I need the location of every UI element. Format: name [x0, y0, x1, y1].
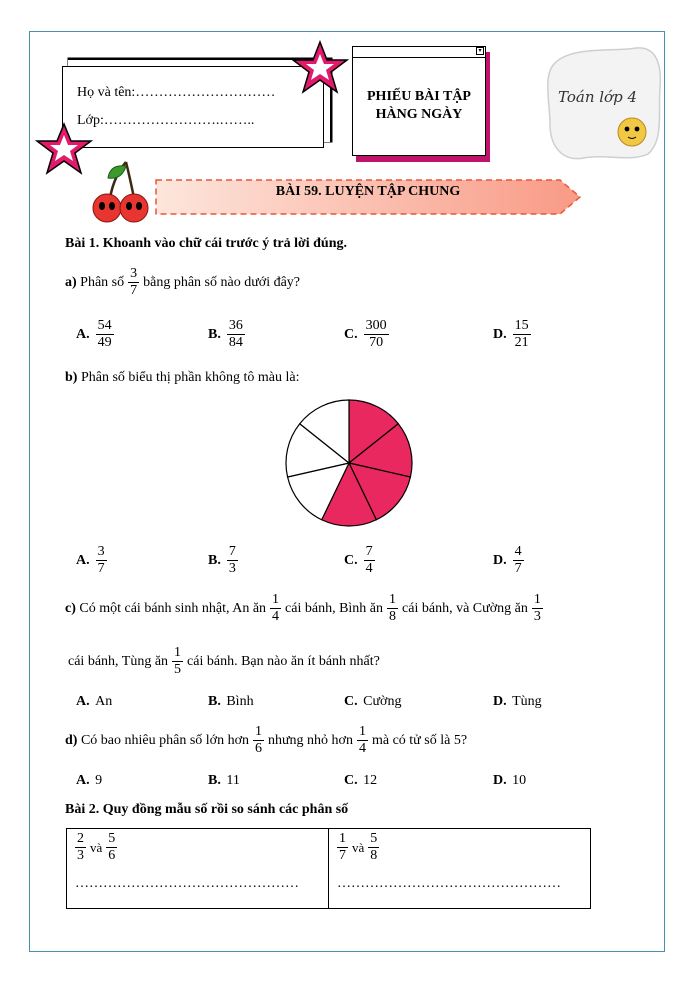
bai1-title: Bài 1. Khoanh vào chữ cái trước ý trả lời đúng. — [65, 236, 347, 251]
question-c-line1 — [65, 592, 547, 625]
fraction — [96, 318, 114, 351]
fraction-den: 49 — [97, 335, 112, 350]
fraction-den: 21 — [514, 335, 529, 350]
option-text: Tùng — [512, 694, 542, 709]
question-d-text: Có bao nhiêu phân số lớn hơn — [80, 732, 249, 748]
fraction-num: 1 — [254, 724, 262, 739]
fraction — [106, 831, 117, 864]
fraction-den: 5 — [174, 662, 182, 677]
star-icon-top — [290, 40, 350, 96]
fraction-num: 300 — [365, 318, 387, 333]
question-c-text: cái bánh, Tùng ăn — [68, 653, 169, 669]
fraction-den: 7 — [97, 561, 105, 576]
option-label: D. — [493, 326, 507, 342]
fraction-num: 7 — [228, 544, 236, 559]
option-text: Cường — [363, 694, 402, 709]
option-c-D[interactable] — [493, 694, 542, 710]
option-b-B[interactable] — [208, 544, 242, 577]
question-b — [65, 370, 299, 386]
fraction — [387, 592, 398, 625]
option-text: 12 — [363, 773, 378, 788]
option-c-C[interactable] — [344, 694, 401, 710]
option-label: C. — [344, 773, 358, 788]
fraction-den: 3 — [533, 609, 541, 624]
and-word: và — [90, 839, 103, 855]
fraction-num: 1 — [174, 645, 182, 660]
option-a-C[interactable] — [344, 318, 393, 351]
pie-slices — [286, 400, 412, 526]
option-d-C[interactable] — [344, 773, 377, 789]
fraction-den: 3 — [228, 561, 236, 576]
fraction-num: 36 — [228, 318, 243, 333]
fraction-den: 7 — [339, 848, 346, 863]
sheet-title-line1: PHIẾU BÀI TẬP — [367, 89, 471, 104]
name-field[interactable]: Họ và tên:………………………… — [77, 85, 276, 100]
title-card-bar — [352, 46, 486, 58]
subject-label: Toán lớp 4 — [558, 88, 637, 106]
fraction-num: 3 — [130, 266, 138, 281]
option-text: 11 — [226, 773, 240, 788]
pie-chart — [284, 398, 414, 528]
option-c-B[interactable] — [208, 694, 254, 710]
question-b-label: b) — [65, 370, 78, 385]
comparison-cell-2[interactable] — [329, 829, 591, 909]
fraction — [75, 831, 86, 864]
fraction-num: 15 — [514, 318, 529, 333]
fraction-den: 70 — [369, 335, 384, 350]
option-label: C. — [344, 552, 358, 568]
fraction-num: 4 — [514, 544, 522, 559]
option-label: D. — [493, 552, 507, 568]
option-label: B. — [208, 552, 221, 568]
option-label: C. — [344, 694, 358, 709]
fraction — [227, 544, 238, 577]
sheet-title-line2: HÀNG NGÀY — [375, 107, 463, 122]
option-d-D[interactable] — [493, 773, 526, 789]
fraction — [532, 592, 543, 625]
comparison-cell-1[interactable] — [67, 829, 329, 909]
fraction-num: 1 — [272, 592, 280, 607]
option-label: A. — [76, 552, 90, 568]
option-label: B. — [208, 694, 221, 709]
option-b-D[interactable] — [493, 544, 528, 577]
option-d-A[interactable] — [76, 773, 102, 789]
fraction — [357, 724, 368, 757]
option-b-C[interactable] — [344, 544, 379, 577]
fraction — [172, 645, 183, 678]
fraction-num: 7 — [365, 544, 373, 559]
fraction-num: 1 — [339, 831, 346, 846]
cherry-icon — [90, 158, 152, 224]
question-c-text: cái bánh. Bạn nào ăn ít bánh nhất? — [187, 653, 380, 669]
fraction — [364, 318, 389, 351]
option-d-B[interactable] — [208, 773, 240, 789]
question-c-text: Có một cái bánh sinh nhật, An ăn — [79, 600, 267, 616]
question-a-text-after: bằng phân số nào dưới đây? — [143, 274, 301, 290]
question-c-line2 — [68, 645, 380, 678]
question-d-label: d) — [65, 732, 78, 748]
question-d-text: nhưng nhỏ hơn — [267, 732, 353, 748]
option-label: C. — [344, 326, 358, 342]
fraction-den: 4 — [358, 741, 366, 756]
sheet-title — [352, 88, 486, 124]
question-b-text: Phân số biểu thị phần không tô màu là: — [80, 370, 300, 385]
option-b-A[interactable] — [76, 544, 111, 577]
star-icon-bottom — [34, 122, 94, 176]
fraction — [513, 318, 531, 351]
question-c-text: cái bánh, và Cường ăn — [402, 600, 528, 616]
bai2-title: Bài 2. Quy đồng mẫu số rồi so sánh các phân số — [65, 802, 349, 817]
option-label: D. — [493, 694, 507, 709]
comparison-table — [66, 828, 591, 909]
question-d — [65, 724, 467, 757]
question-d-text: mà có tử số là 5? — [371, 732, 468, 748]
option-text: 10 — [512, 773, 527, 788]
fraction-den: 4 — [272, 609, 280, 624]
fraction — [253, 724, 264, 757]
fraction-num: 1 — [389, 592, 397, 607]
fraction-num: 1 — [358, 724, 366, 739]
option-label: D. — [493, 773, 507, 788]
fraction-num: 54 — [97, 318, 112, 333]
fraction-num: 1 — [533, 592, 541, 607]
fraction — [128, 266, 139, 299]
option-label: A. — [76, 694, 90, 709]
lesson-title: BÀI 59. LUYỆN TẬP CHUNG — [275, 184, 461, 199]
option-c-A[interactable] — [76, 694, 112, 710]
name-card — [62, 66, 324, 148]
question-a-text-before: Phân số — [80, 274, 125, 290]
option-a-B[interactable] — [208, 318, 249, 351]
answer-dots[interactable]: ………………………………………… — [75, 876, 299, 891]
question-a — [65, 266, 300, 299]
question-c-text: cái bánh, Bình ăn — [285, 600, 384, 616]
option-text: 9 — [95, 773, 103, 788]
question-c-label: c) — [65, 600, 76, 616]
fraction-den: 84 — [228, 335, 243, 350]
fraction-num: 5 — [370, 831, 378, 846]
fraction-num: 2 — [77, 831, 84, 846]
fraction-den: 7 — [514, 561, 522, 576]
fraction-den: 4 — [365, 561, 373, 576]
question-a-label: a) — [65, 274, 77, 290]
fraction — [513, 544, 524, 577]
fraction-den: 6 — [108, 848, 116, 863]
option-a-A[interactable] — [76, 318, 118, 351]
fraction-den: 8 — [389, 609, 397, 624]
fraction-num: 3 — [97, 544, 105, 559]
option-text: Bình — [226, 694, 254, 709]
fraction — [364, 544, 375, 577]
fraction — [368, 831, 379, 864]
fraction-den: 6 — [254, 741, 262, 756]
answer-dots[interactable]: ………………………………………… — [337, 876, 561, 891]
fraction-den: 3 — [77, 848, 84, 863]
class-field[interactable]: Lớp:…………………….…….. — [77, 113, 255, 128]
fraction-den: 8 — [370, 848, 378, 863]
option-label: B. — [208, 773, 221, 788]
dropdown-icon: ▾ — [476, 47, 484, 55]
option-label: A. — [76, 326, 90, 342]
fraction — [227, 318, 245, 351]
option-text: An — [95, 694, 113, 709]
option-label: A. — [76, 773, 90, 788]
option-a-D[interactable] — [493, 318, 535, 351]
option-label: B. — [208, 326, 221, 342]
fraction-den: 7 — [130, 283, 138, 298]
fraction-num: 5 — [108, 831, 116, 846]
and-word: và — [352, 839, 365, 855]
fraction — [270, 592, 281, 625]
fraction — [96, 544, 107, 577]
fraction — [337, 831, 348, 864]
